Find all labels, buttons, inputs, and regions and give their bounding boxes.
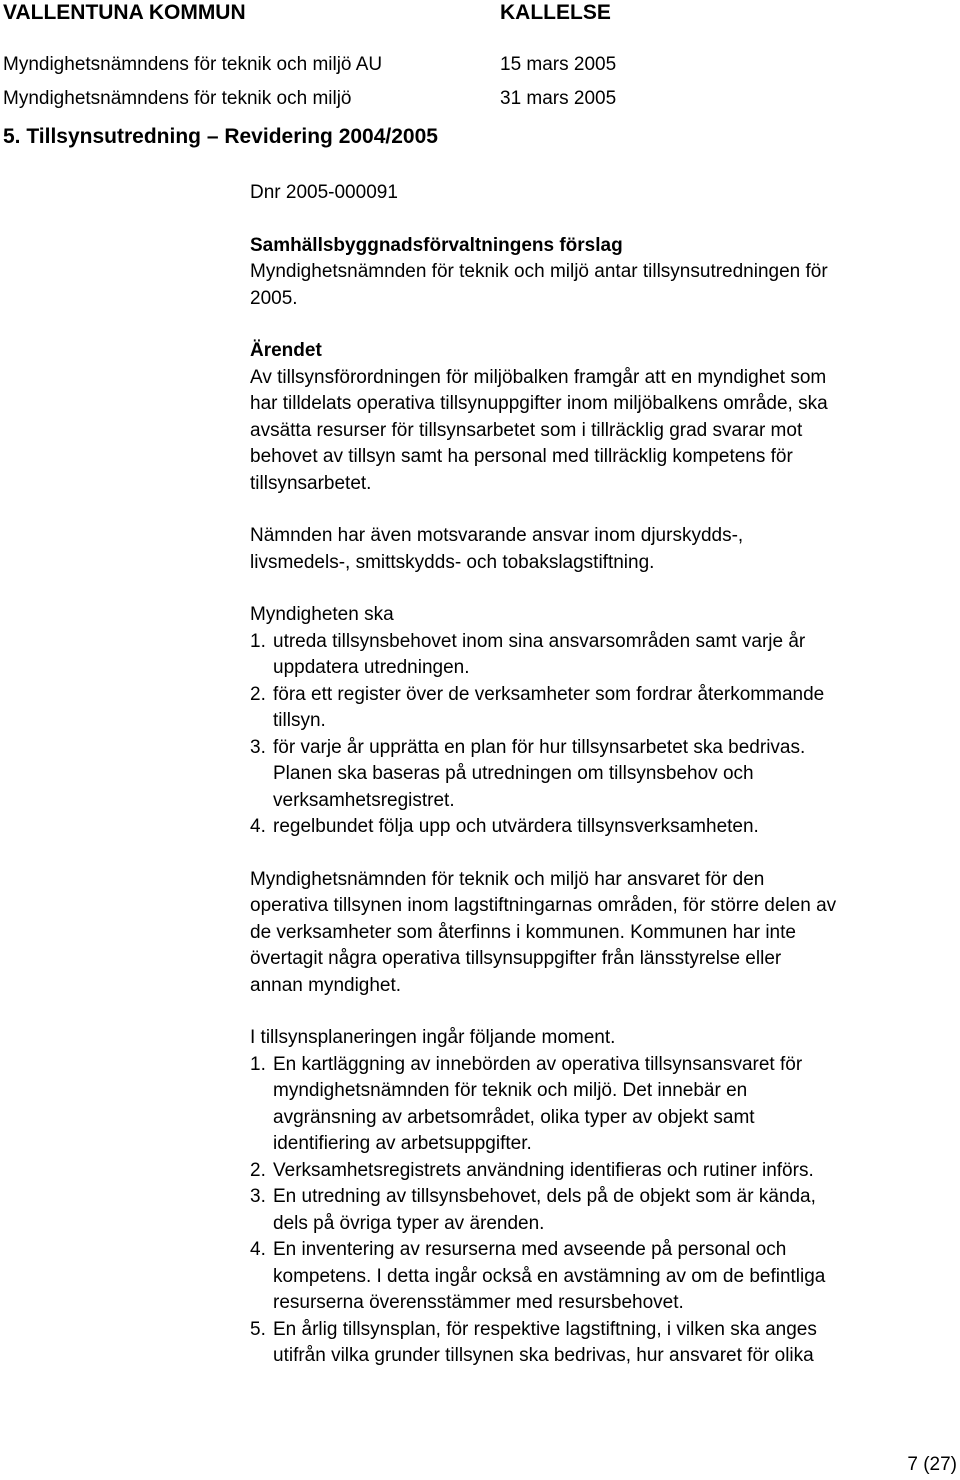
- board-line: operativa tillsynen inom lagstiftningarnas områden, för större delen av: [250, 895, 837, 916]
- responsibility-line: livsmedels-, smittskydds- och tobakslagstiftning.: [250, 551, 655, 573]
- list-line: uppdatera utredningen.: [273, 657, 470, 678]
- responsibility-line: Nämnden har även motsvarande ansvar inom djurskydds-,: [250, 525, 744, 546]
- item-title: 5. Tillsynsutredning – Revidering 2004/2005: [3, 125, 438, 148]
- list-line: En inventering av resurserna med avseende på personal och: [273, 1239, 787, 1260]
- proposal-heading: Samhällsbyggnadsförvaltningens förslag: [250, 234, 623, 256]
- meeting-body-2: Myndighetsnämndens för teknik och miljö: [3, 88, 352, 109]
- organization-name: VALLENTUNA KOMMUN: [3, 1, 246, 24]
- list-number: 2.: [250, 683, 266, 705]
- matter-line: har tilldelats operativa tillsynuppgifter inom miljöbalkens område, ska: [250, 393, 828, 414]
- list-line: En kartläggning av innebörden av operativa tillsynsansvaret för: [273, 1053, 803, 1075]
- responsibility-text: [250, 523, 955, 576]
- matter-line: tillsynsarbetet.: [250, 472, 372, 494]
- list-item: [250, 1317, 955, 1370]
- list-item: [250, 629, 955, 682]
- planning-list: [250, 1052, 955, 1370]
- dnr: Dnr 2005-000091: [250, 182, 398, 203]
- document-type: KALLELSE: [500, 1, 611, 24]
- planning-intro: I tillsynsplaneringen ingår följande moment.: [250, 1027, 616, 1048]
- board-line: annan myndighet.: [250, 974, 402, 996]
- proposal-line: 2005.: [250, 287, 298, 309]
- list-item: [250, 682, 955, 735]
- list-item: [250, 1052, 955, 1158]
- list-item: [250, 1237, 955, 1317]
- list-line: En årlig tillsynsplan, för respektive lagstiftning, i vilken ska anges: [273, 1318, 817, 1340]
- list-line: dels på övriga typer av ärenden.: [273, 1212, 545, 1234]
- matter-line: behovet av tillsyn samt ha personal med tillräcklig kompetens för: [250, 446, 793, 467]
- list-number: 3.: [250, 1186, 266, 1207]
- list-item: [250, 735, 955, 815]
- list-number: 2.: [250, 1159, 266, 1181]
- list-line: regelbundet följa upp och utvärdera tillsynsverksamheten.: [273, 816, 759, 837]
- page-number: 7 (27): [907, 1454, 957, 1475]
- list-number: 3.: [250, 736, 266, 758]
- list-line: En utredning av tillsynsbehovet, dels på de objekt som är kända,: [273, 1186, 816, 1207]
- matter-line: Av tillsynsförordningen för miljöbalken framgår att en myndighet som: [250, 366, 827, 388]
- board-text: [250, 867, 955, 1000]
- authority-intro: Myndigheten ska: [250, 604, 394, 625]
- list-number: 4.: [250, 816, 266, 837]
- meeting-date-2: 31 mars 2005: [500, 88, 617, 109]
- board-line: de verksamheter som återfinns i kommunen. Kommunen har inte: [250, 921, 796, 943]
- list-item: [250, 1184, 955, 1237]
- matter-text: [250, 365, 955, 498]
- meeting-date-1: 15 mars 2005: [500, 54, 617, 75]
- proposal-line: Myndighetsnämnden för teknik och miljö antar tillsynsutredningen för: [250, 261, 828, 282]
- board-line: Myndighetsnämnden för teknik och miljö har ansvaret för den: [250, 868, 765, 890]
- list-line: föra ett register över de verksamheter som fordrar återkommande: [273, 683, 825, 705]
- list-line: Verksamhetsregistrets användning identifieras och rutiner införs.: [273, 1159, 814, 1181]
- list-line: identifiering av arbetsuppgifter.: [273, 1133, 532, 1154]
- list-number: 1.: [250, 1053, 266, 1075]
- list-line: utifrån vilka grunder tillsynen ska bedrivas, hur ansvaret för olika: [273, 1345, 814, 1366]
- list-line: kompetens. I detta ingår också en avstämning av om de befintliga: [273, 1265, 826, 1287]
- list-item: [250, 1158, 955, 1185]
- matter-heading: Ärendet: [250, 340, 322, 361]
- list-line: myndighetsnämnden för teknik och miljö. Det innebär en: [273, 1080, 748, 1101]
- list-line: avgränsning av arbetsområdet, olika typer av objekt samt: [273, 1106, 755, 1128]
- list-line: resurserna överensstämmer med resursbehovet.: [273, 1292, 684, 1313]
- authority-list: [250, 629, 955, 841]
- list-line: tillsyn.: [273, 710, 326, 731]
- matter-line: avsätta resurser för tillsynsarbetet som i tillräcklig grad svarar mot: [250, 419, 803, 441]
- board-line: övertagit några operativa tillsynsuppgifter från länsstyrelse eller: [250, 948, 782, 969]
- list-line: för varje år upprätta en plan för hur tillsynsarbetet ska bedrivas.: [273, 736, 806, 758]
- meeting-body-1: Myndighetsnämndens för teknik och miljö AU: [3, 54, 383, 75]
- list-number: 5.: [250, 1318, 266, 1340]
- document-body: [250, 180, 955, 1370]
- proposal-text: [250, 259, 955, 312]
- list-number: 1.: [250, 630, 266, 652]
- list-number: 4.: [250, 1239, 266, 1260]
- list-line: utreda tillsynsbehovet inom sina ansvarsområden samt varje år: [273, 630, 806, 652]
- list-line: verksamhetsregistret.: [273, 789, 455, 811]
- list-item: [250, 814, 955, 841]
- list-line: Planen ska baseras på utredningen om tillsynsbehov och: [273, 763, 754, 784]
